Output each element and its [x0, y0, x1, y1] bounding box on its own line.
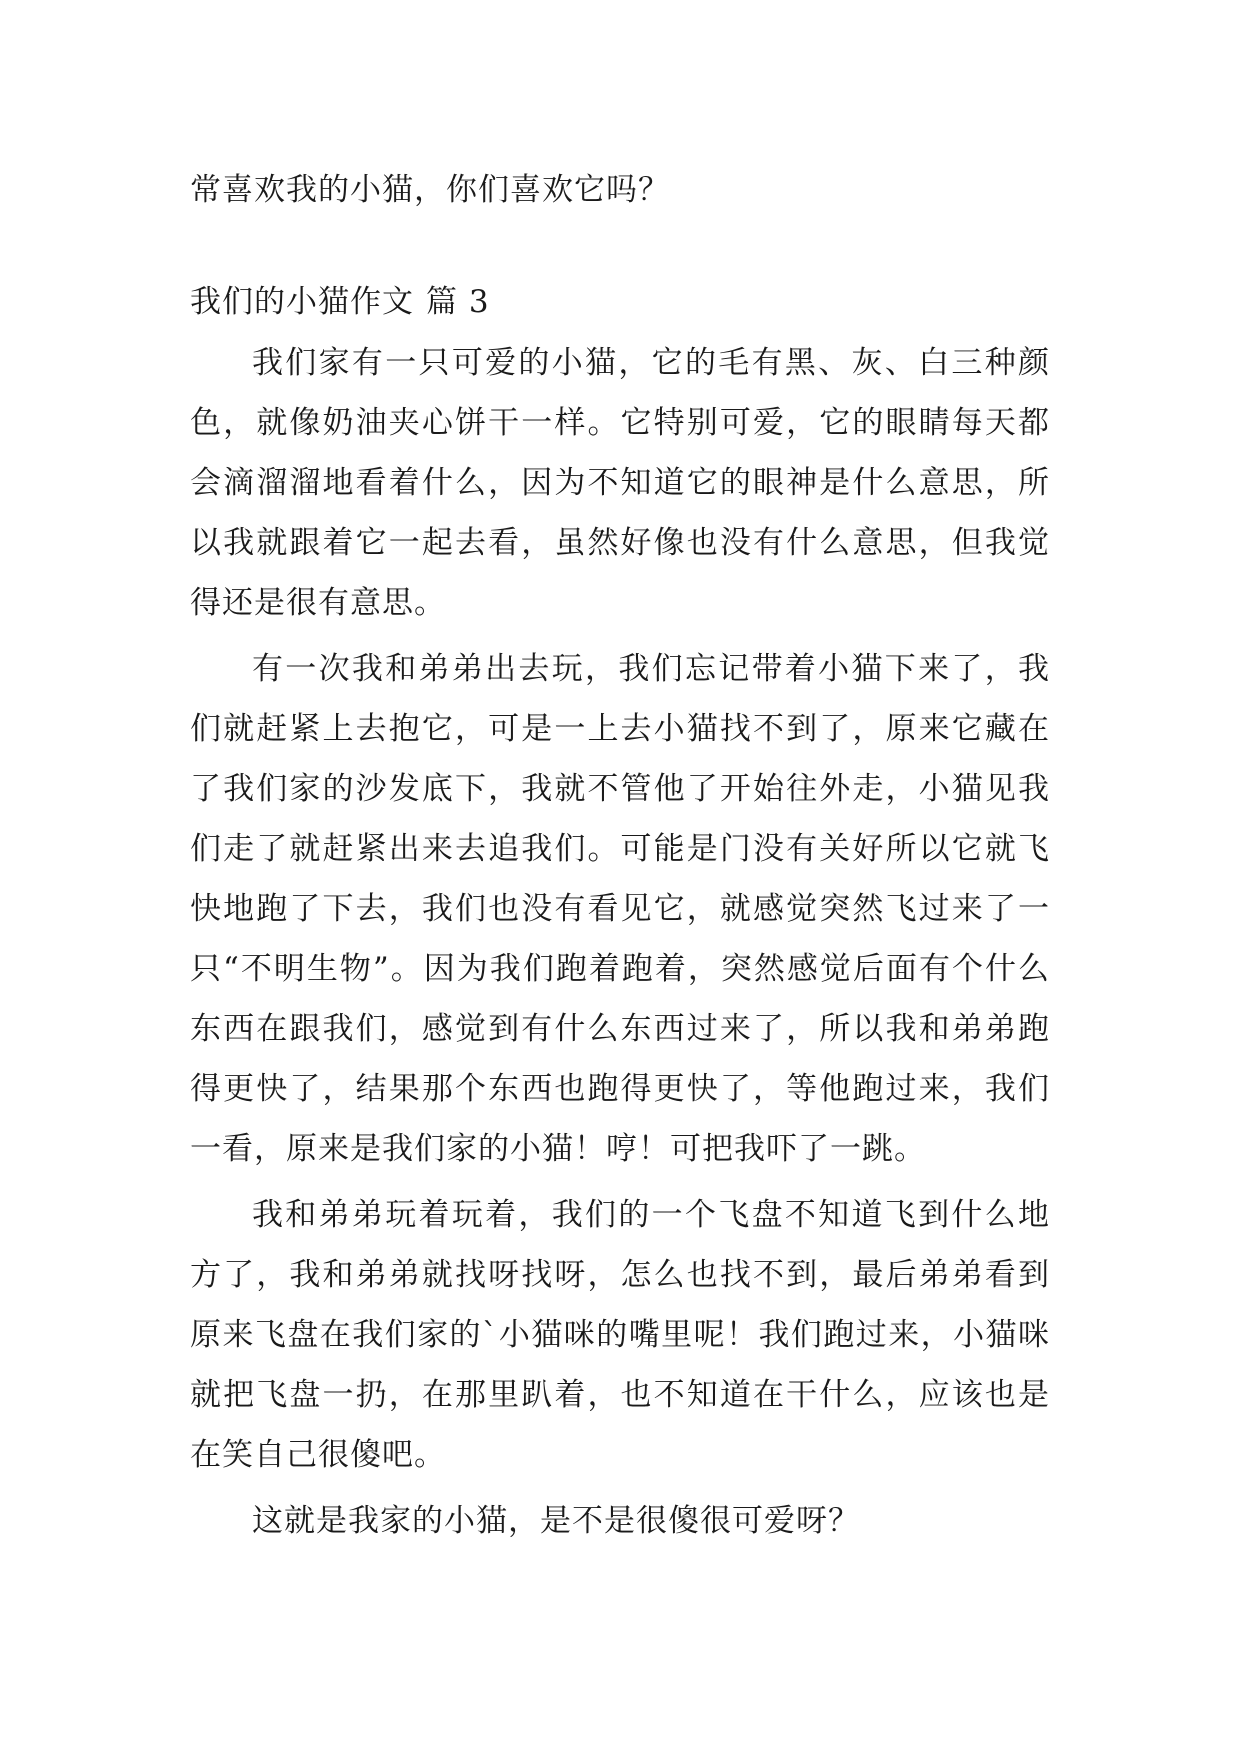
paragraph-4: 这就是我家的小猫，是不是很傻很可爱呀？ — [252, 1503, 860, 1539]
essay-body — [190, 333, 1050, 1557]
section-title: 我们的小猫作文 — [190, 284, 414, 320]
section-heading — [190, 272, 490, 332]
section-part-label: 篇 3 — [426, 284, 490, 320]
paragraph-2: 有一次我和弟弟出去玩，我们忘记带着小猫下来了，我们就赶紧上去抱它，可是一上去小猫找不到了，原来它藏在了我们家的沙发底下，我就不管他了开始往外走，小猫见我们走了就赶紧出来去追我们。可能是门没有关好所以它就飞快地跑了下去，我们也没有看见它，就感觉突然飞过来了一只“不明生物”。因为我们跑着跑着，突然感觉后面有个什么东西在跟我们，感觉到有什么东西过来了，所以我和弟弟跑得更快了，结果那个东西也跑得更快了，等他跑过来，我们一看，原来是我们家的小猫！哼！可把我吓了一跳。 — [190, 651, 1050, 1167]
paragraph-3: 我和弟弟玩着玩着，我们的一个飞盘不知道飞到什么地方了，我和弟弟就找呀找呀，怎么也找不到，最后弟弟看到原来飞盘在我们家的`小猫咪的嘴里呢！我们跑过来，小猫咪就把飞盘一扔，在那里趴着，也不知道在干什么，应该也是在笑自己很傻吧。 — [190, 1197, 1050, 1473]
continuation-text: 常喜欢我的小猫，你们喜欢它吗？ — [190, 172, 670, 208]
paragraph-1: 我们家有一只可爱的小猫，它的毛有黑、灰、白三种颜色，就像奶油夹心饼干一样。它特别可爱，它的眼睛每天都会滴溜溜地看着什么，因为不知道它的眼神是什么意思，所以我就跟着它一起去看，虽然好像也没有什么意思，但我觉得还是很有意思。 — [190, 345, 1050, 621]
